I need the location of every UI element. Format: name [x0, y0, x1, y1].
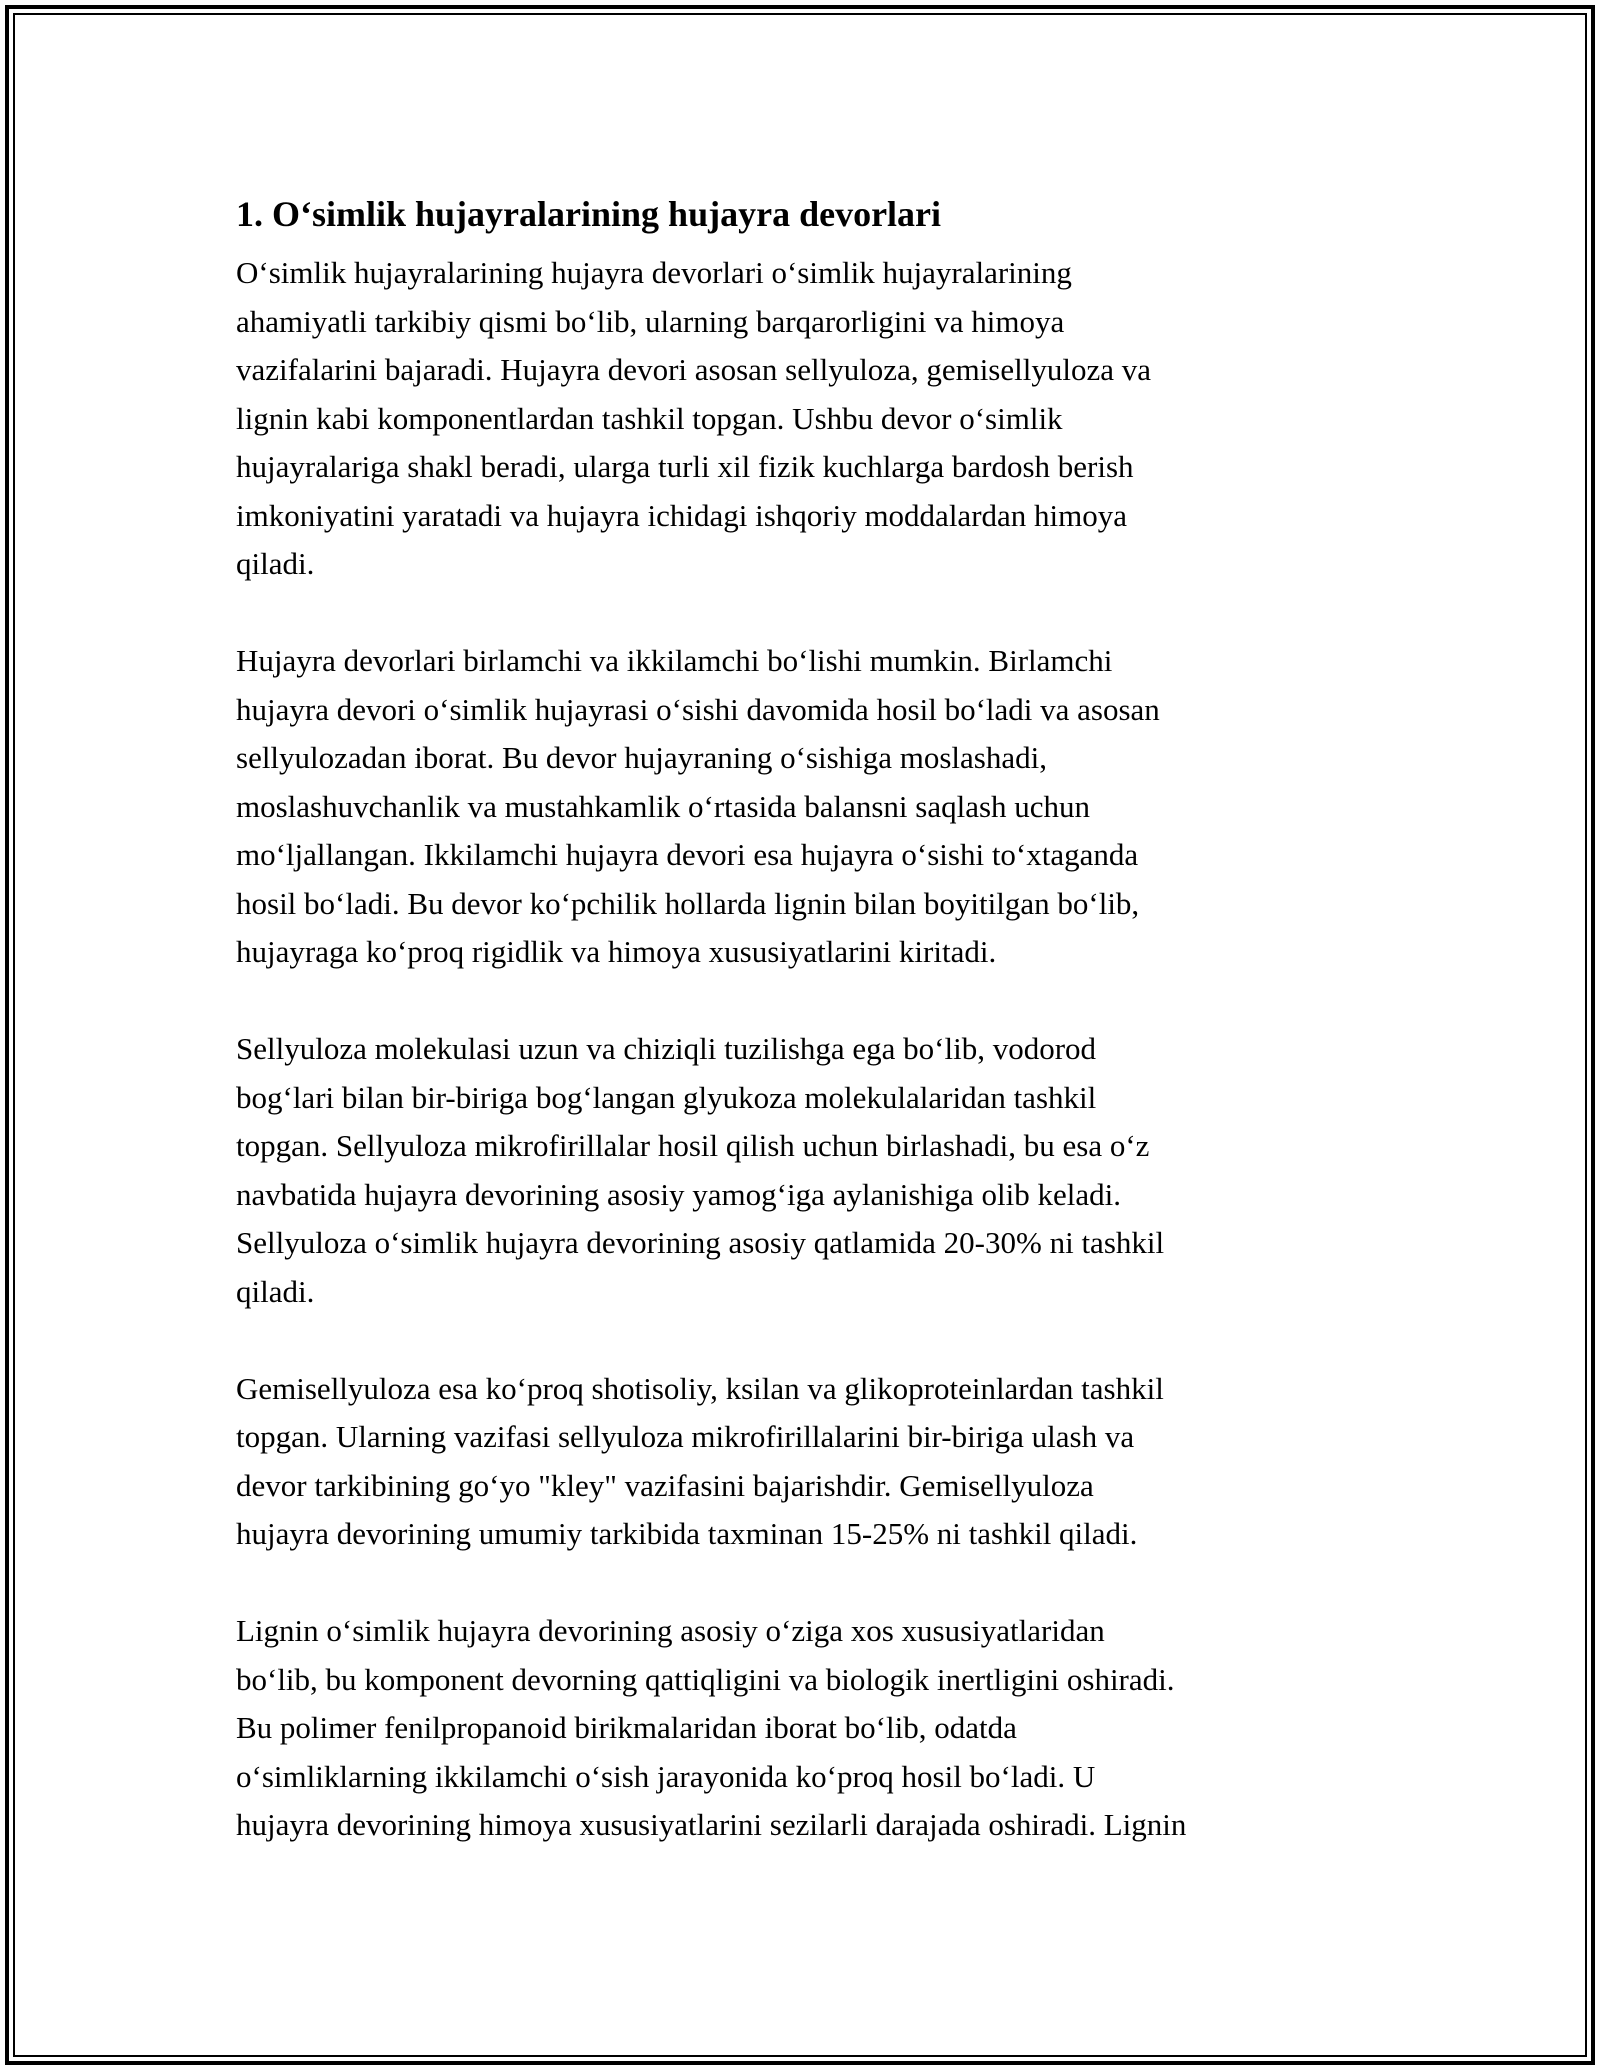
text-line: Sellyuloza o‘simlik hujayra devorining asosiy qatlamida 20-30% ni tashkil: [236, 1225, 1165, 1260]
text-line: o‘simliklarning ikkilamchi o‘sish jarayonida ko‘proq hosil bo‘ladi. U: [236, 1758, 1096, 1794]
text-line: qiladi.: [236, 546, 315, 581]
text-line: sellyulozadan iborat. Bu devor hujayraning o‘sishiga moslashadi,: [236, 740, 1047, 775]
text-line: moslashuvchanlik va mustahkamlik o‘rtasida balansni saqlash uchun: [236, 788, 1091, 824]
text-line: Hujayra devorlari birlamchi va ikkilamchi bo‘lishi mumkin. Birlamchi: [236, 643, 1113, 678]
text-line: ahamiyatli tarkibiy qismi bo‘lib, ularning barqarorligini va himoya: [236, 303, 1065, 339]
paragraph-hemicellulose: [236, 1365, 1376, 1559]
text-line: Sellyuloza molekulasi uzun va chiziqli tuzilishga ega bo‘lib, vodorod: [236, 1031, 1097, 1066]
paragraph-lignin: [236, 1607, 1376, 1850]
text-line: hujayra devorining himoya xususiyatlarini sezilarli darajada oshiradi. Lignin: [236, 1807, 1187, 1842]
text-line: topgan. Sellyuloza mikrofirillalar hosil qilish uchun birlashadi, bu esa o‘z: [236, 1128, 1150, 1163]
text-line: Bu polimer fenilpropanoid birikmalaridan iborat bo‘lib, odatda: [236, 1710, 1017, 1745]
text-line: O‘simlik hujayralarining hujayra devorlari o‘simlik hujayralarining: [236, 255, 1072, 290]
text-line: hujayralariga shakl beradi, ularga turli xil fizik kuchlarga bardosh berish: [236, 449, 1134, 484]
section-title: 1. O‘simlik hujayralarining hujayra devorlari: [236, 194, 942, 234]
text-line: imkoniyatini yaratadi va hujayra ichidagi ishqoriy moddalardan himoya: [236, 497, 1128, 533]
paragraph-cellulose: [236, 1025, 1376, 1316]
text-line: bo‘lib, bu komponent devorning qattiqligini va biologik inertligini oshiradi.: [236, 1661, 1175, 1697]
text-line: Gemisellyuloza esa ko‘proq shotisoliy, ksilan va glikoproteinlardan tashkil: [236, 1370, 1164, 1406]
text-line: hujayra devorining umumiy tarkibida taxminan 15-25% ni tashkil qiladi.: [236, 1516, 1138, 1551]
text-line: qiladi.: [236, 1273, 315, 1309]
paragraph-cell-wall-overview: [236, 249, 1376, 589]
text-line: navbatida hujayra devorining asosiy yamog‘iga aylanishiga olib keladi.: [236, 1176, 1121, 1212]
text-line: topgan. Ularning vazifasi sellyuloza mikrofirillalarini bir-biriga ulash va: [236, 1419, 1135, 1454]
text-line: Lignin o‘simlik hujayra devorining asosiy o‘ziga xos xususiyatlaridan: [236, 1613, 1105, 1648]
text-line: hosil bo‘ladi. Bu devor ko‘pchilik hollarda lignin bilan boyitilgan bo‘lib,: [236, 885, 1140, 921]
text-line: mo‘ljallangan. Ikkilamchi hujayra devori esa hujayra o‘sishi to‘xtaganda: [236, 837, 1139, 872]
text-line: vazifalarini bajaradi. Hujayra devori asosan sellyuloza, gemisellyuloza va: [236, 352, 1151, 387]
text-line: lignin kabi komponentlardan tashkil topgan. Ushbu devor o‘simlik: [236, 400, 1063, 436]
paragraph-primary-secondary-walls: [236, 637, 1376, 977]
text-line: hujayraga ko‘proq rigidlik va himoya xususiyatlarini kiritadi.: [236, 934, 997, 969]
document-body: [236, 188, 1376, 1850]
text-line: hujayra devori o‘simlik hujayrasi o‘sishi davomida hosil bo‘ladi va asosan: [236, 691, 1160, 727]
text-line: bog‘lari bilan bir-biriga bog‘langan glyukoza molekulalaridan tashkil: [236, 1079, 1097, 1115]
text-line: devor tarkibining go‘yo "kley" vazifasini bajarishdir. Gemisellyuloza: [236, 1467, 1094, 1503]
